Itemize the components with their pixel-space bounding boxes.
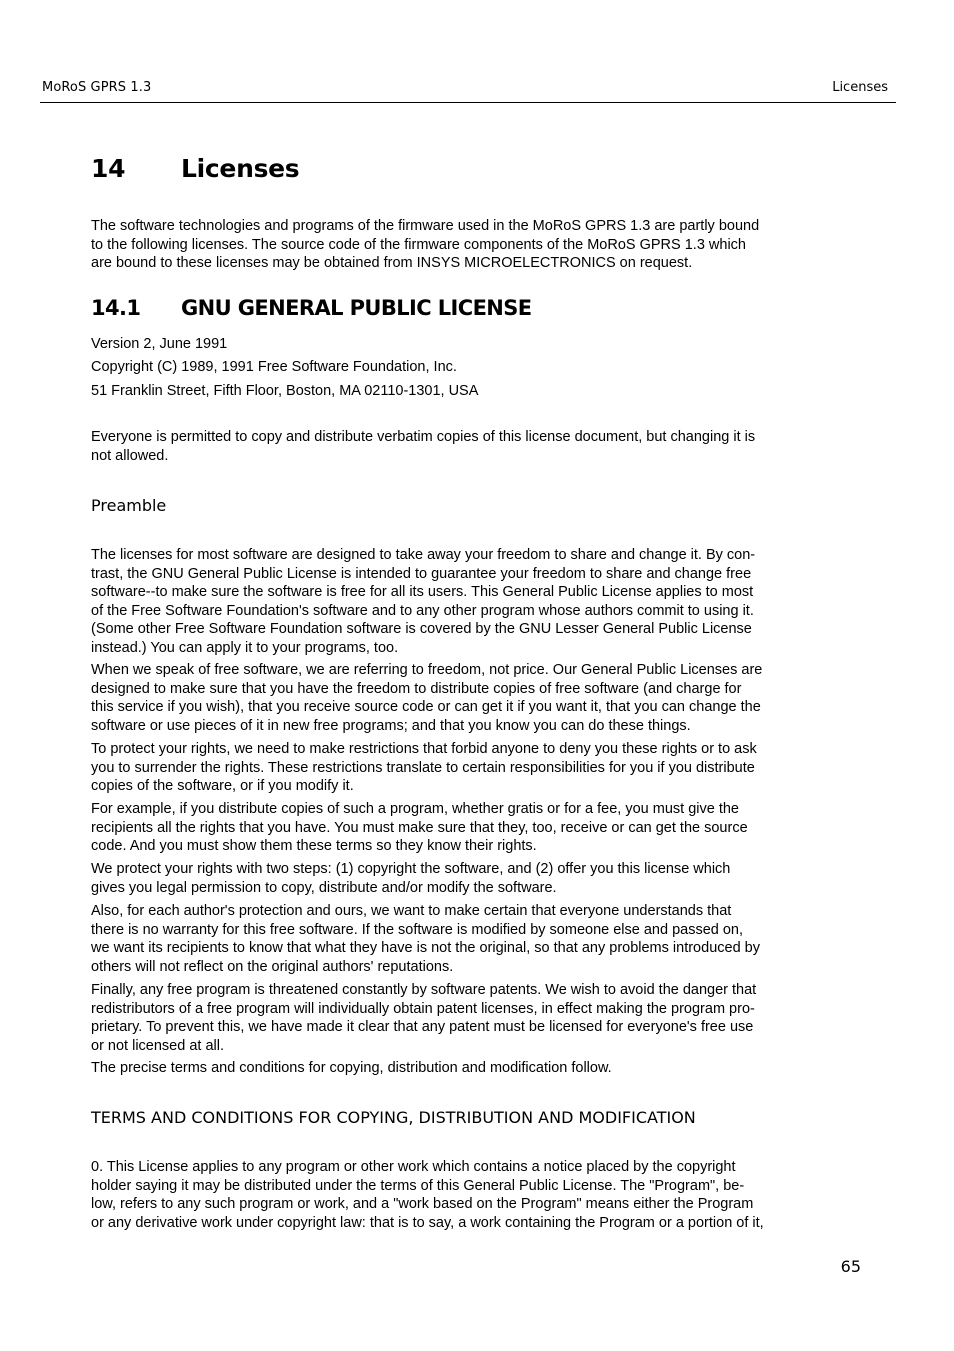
text-line: others will not reflect on the original authors' reputations. — [91, 958, 454, 975]
text-line: gives you legal permission to copy, distribute and/or modify the software. — [91, 879, 557, 896]
text-line: Everyone is permitted to copy and distribute verbatim copies of this license document, but changing it is — [91, 429, 756, 445]
preamble-paragraph-5 — [91, 860, 839, 897]
chapter-title: Licenses — [181, 154, 300, 183]
running-header-title: MoRoS GPRS 1.3 — [42, 80, 152, 95]
text-line: code. And you must show them these terms so they know their rights. — [91, 838, 537, 854]
text-line: prietary. To prevent this, we have made it clear that any patent must be licensed for everyone's free use — [91, 1019, 754, 1035]
preamble-paragraph-2 — [91, 661, 839, 735]
text-line: software--to make sure the software is free for all its users. This General Public License applies to most — [91, 584, 754, 600]
text-line: or any derivative work under copyright law: that is to say, a work containing the Program or a portion of it, — [91, 1214, 764, 1231]
preamble-paragraph-6 — [91, 902, 839, 976]
text-line: copies of the software, or if you modify it. — [91, 778, 354, 794]
text-line: there is no warranty for this free software. If the software is modified by someone else and passed on, — [91, 921, 744, 938]
text-line: redistributors of a free program will individually obtain patent licenses, in effect making the program pro- — [91, 1000, 755, 1017]
text-line: holder saying it may be distributed under the terms of this General Public License. The "Program", be- — [91, 1177, 745, 1194]
text-line: software or use pieces of it in new free programs; and that you know you can do these things. — [91, 717, 691, 734]
terms-heading: TERMS AND CONDITIONS FOR COPYING, DISTRIBUTION AND MODIFICATION — [91, 1108, 696, 1127]
section-heading — [91, 296, 532, 320]
text-line: For example, if you distribute copies of such a program, whether gratis or for a fee, you must give the — [91, 801, 739, 817]
text-line: Finally, any free program is threatened constantly by software patents. We wish to avoid the danger that — [91, 982, 757, 998]
text-line: instead.) You can apply it to your programs, too. — [91, 639, 399, 656]
text-line: recipients all the rights that you have. You must make sure that they, too, receive or can get the source — [91, 819, 748, 836]
text-line: of the Free Software Foundation's software and to any other program whose authors commit to using it. — [91, 602, 754, 619]
text-line: When we speak of free software, we are referring to freedom, not price. Our General Public Licenses are — [91, 662, 763, 678]
running-header-section: Licenses — [832, 80, 888, 95]
version-line: Version 2, June 1991 — [91, 336, 228, 352]
text-line: (Some other Free Software Foundation software is covered by the GNU Lesser General Public License — [91, 621, 752, 637]
copyright-line: Copyright (C) 1989, 1991 Free Software Foundation, Inc. — [91, 359, 457, 375]
text-line: The precise terms and conditions for copying, distribution and modification follow. — [91, 1060, 612, 1076]
terms-paragraph-0 — [91, 1158, 839, 1232]
text-line: designed to make sure that you have the freedom to distribute copies of free software (and charge for — [91, 680, 742, 697]
preamble-paragraph-3 — [91, 740, 839, 796]
preamble-heading: Preamble — [91, 496, 167, 515]
text-line: We protect your rights with two steps: (1) copyright the software, and (2) offer you this license which — [91, 861, 731, 877]
text-line: we want its recipients to know that what they have is not the original, so that any problems introduced by — [91, 940, 760, 956]
preamble-paragraph-1 — [91, 546, 839, 657]
permission-paragraph — [91, 428, 839, 465]
text-line: or not licensed at all. — [91, 1037, 224, 1054]
text-line: Also, for each author's protection and ours, we want to make certain that everyone understands that — [91, 903, 732, 919]
text-line: trast, the GNU General Public License is intended to guarantee your freedom to share and change free — [91, 565, 752, 582]
preamble-paragraph-7 — [91, 981, 839, 1055]
text-line: To protect your rights, we need to make restrictions that forbid anyone to deny you these rights or to ask — [91, 741, 757, 757]
intro-paragraph — [91, 217, 839, 273]
page-number: 65 — [840, 1257, 861, 1276]
chapter-number: 14 — [91, 154, 126, 183]
address-line: 51 Franklin Street, Fifth Floor, Boston, MA 02110-1301, USA — [91, 383, 479, 399]
section-number: 14.1 — [91, 296, 141, 320]
text-line: this service if you wish), that you receive source code or can get it if you want it, that you can change the — [91, 699, 761, 715]
section-title: GNU GENERAL PUBLIC LICENSE — [181, 296, 532, 320]
text-line: to the following licenses. The source code of the firmware components of the MoRoS GPRS 1.3 which — [91, 236, 746, 253]
text-line: The software technologies and programs of the firmware used in the MoRoS GPRS 1.3 are partly bound — [91, 218, 760, 234]
text-line: 0. This License applies to any program or other work which contains a notice placed by the copyright — [91, 1159, 736, 1175]
chapter-heading — [91, 154, 299, 183]
preamble-paragraph-8 — [91, 1059, 839, 1078]
text-line: you to surrender the rights. These restrictions translate to certain responsibilities for you if you distribute — [91, 759, 755, 776]
header-rule — [40, 102, 896, 103]
text-line: The licenses for most software are designed to take away your freedom to share and change it. By con- — [91, 547, 756, 563]
text-line: low, refers to any such program or work, and a "work based on the Program" means either the Program — [91, 1196, 754, 1212]
text-line: are bound to these licenses may be obtained from INSYS MICROELECTRONICS on request. — [91, 255, 693, 271]
preamble-paragraph-4 — [91, 800, 839, 856]
text-line: not allowed. — [91, 447, 169, 464]
